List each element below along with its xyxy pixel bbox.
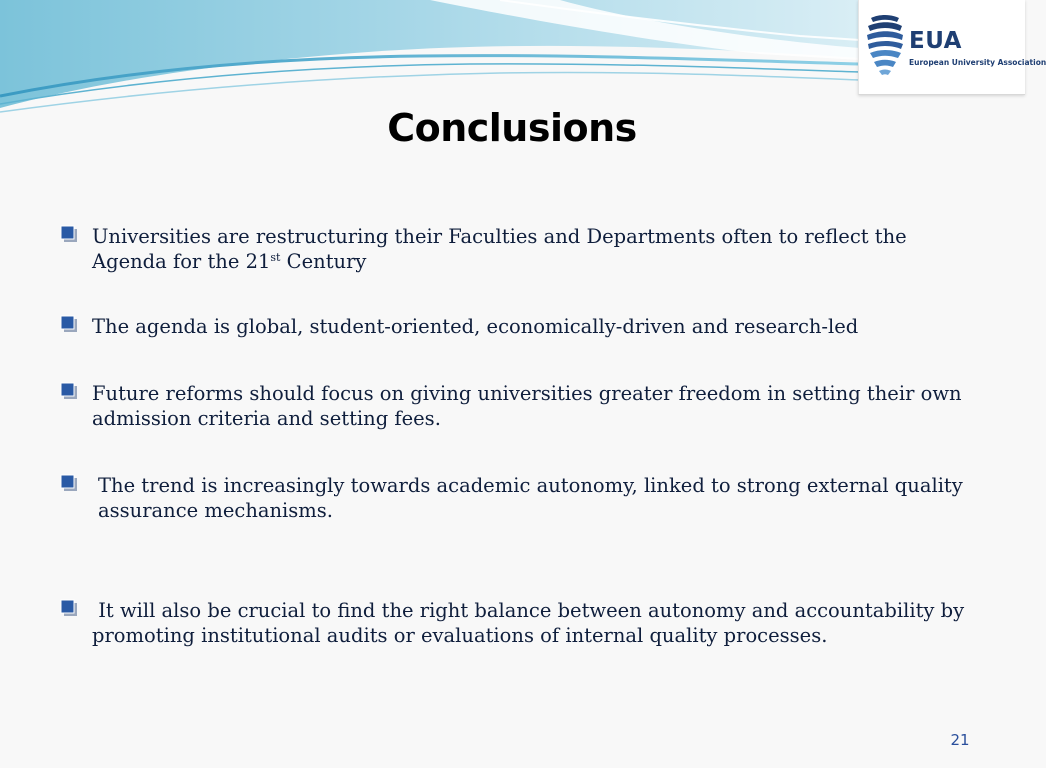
page-number: 21 (950, 731, 970, 749)
bullet-text-main: Universities are restructuring their Faculties and Departments often to reflect the Agenda for the 21 (92, 225, 907, 273)
eua-globe-icon (865, 12, 905, 78)
checkbox-square-icon (60, 225, 78, 243)
eua-logo (858, 0, 1046, 95)
bullet-text (92, 224, 972, 274)
slide-title: Conclusions (387, 106, 637, 150)
checkbox-square-icon (60, 382, 78, 400)
bullet-text: It will also be crucial to find the right balance between autonomy and accountability by promoting institutional audits or evaluations of internal quality processes. (92, 599, 971, 647)
logo-name: EUA (909, 28, 962, 54)
bullet-text: The trend is increasingly towards academic autonomy, linked to strong external quality assurance mechanisms. (98, 474, 963, 522)
logo-subtitle: European University Association (909, 58, 1046, 67)
bullet-text: The agenda is global, student-oriented, economically-driven and research-led (92, 315, 859, 338)
ordinal-suffix: st (270, 251, 281, 264)
checkbox-square-icon (60, 315, 78, 333)
checkbox-square-icon (60, 599, 78, 617)
bullet-text: Future reforms should focus on giving universities greater freedom in setting their own admission criteria and setting fees. (92, 382, 962, 430)
checkbox-square-icon (60, 474, 78, 492)
bullet-text-suffix: Century (280, 250, 367, 273)
